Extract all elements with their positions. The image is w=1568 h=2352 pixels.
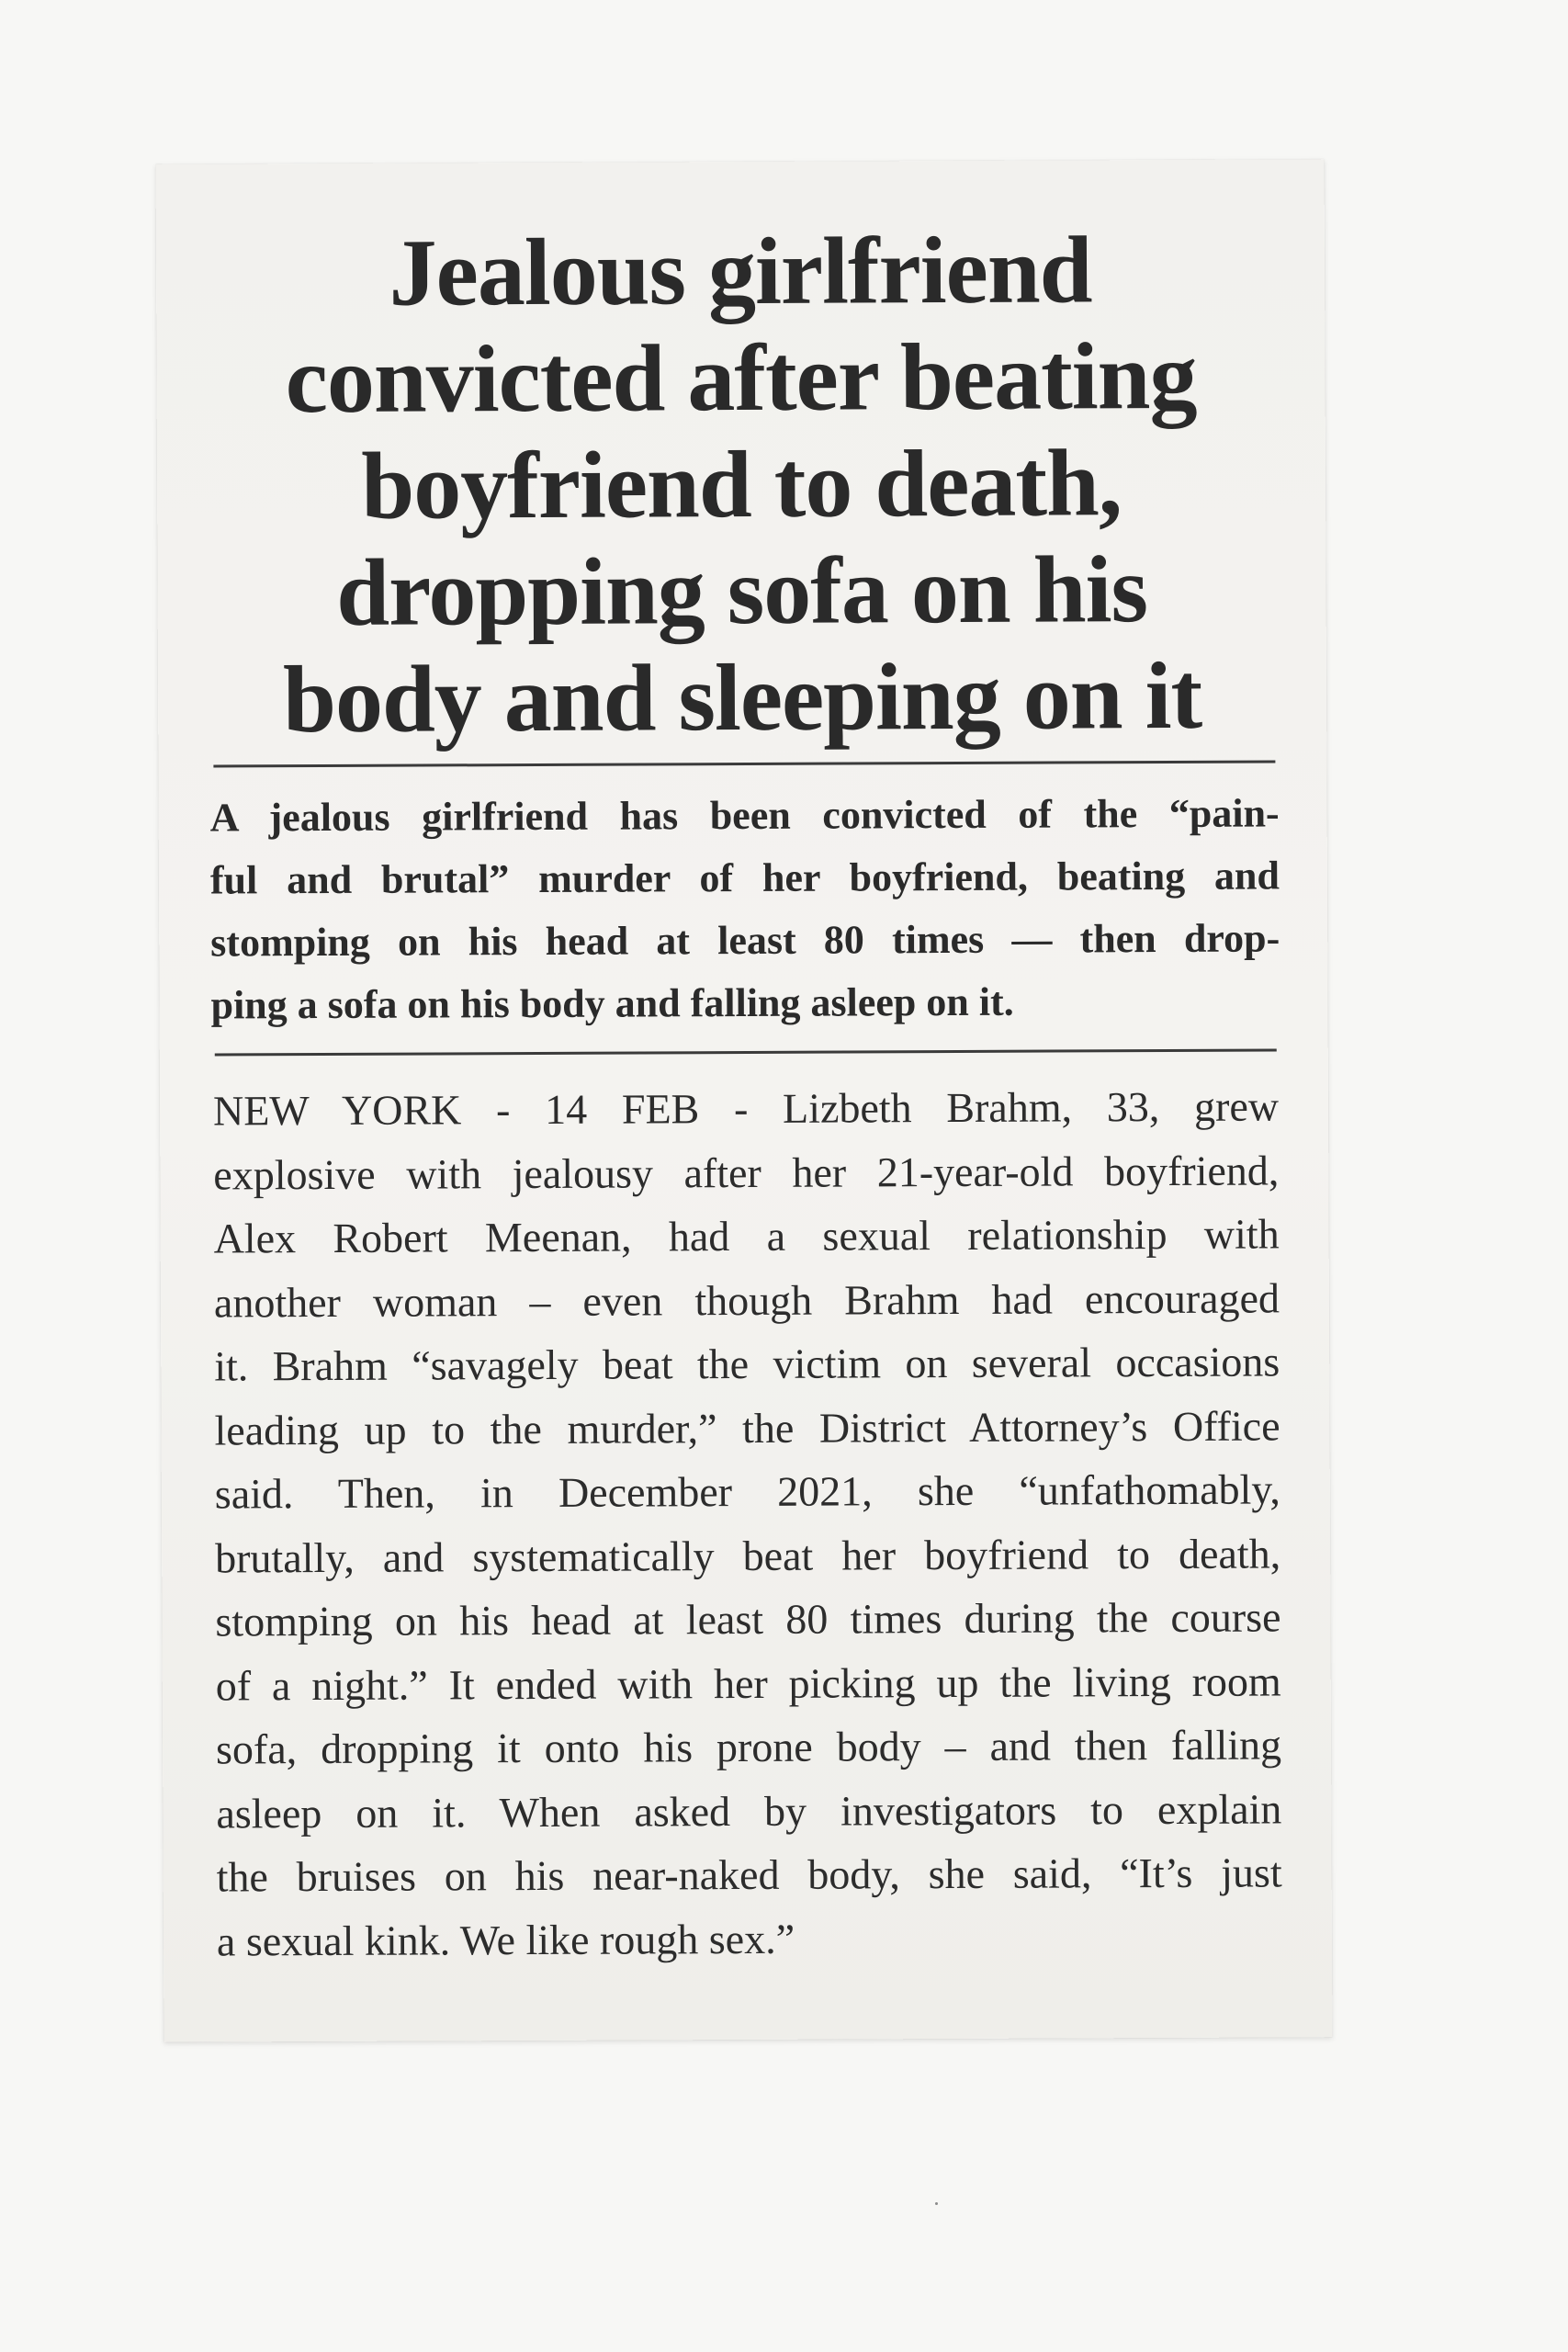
body-line: brutally, and systematically beat her boyfriend to death, xyxy=(215,1529,1281,1582)
body-line: leading up to the murder,” the District Attorney’s Office xyxy=(214,1401,1280,1454)
body-line: explosive with jealousy after her 21-year-old boyfriend, xyxy=(213,1146,1280,1199)
body-line: of a night.” It ended with her picking up the living room xyxy=(215,1657,1281,1710)
body-line: another woman – even though Brahm had encouraged xyxy=(213,1273,1280,1327)
newspaper-poster xyxy=(156,159,1333,2042)
body-line: sofa, dropping it onto his prone body – and then falling xyxy=(215,1721,1282,1773)
lede-line: ful and brutal” murder of her boyfriend, beating and xyxy=(209,853,1280,903)
headline-line: boyfriend to death, xyxy=(361,430,1122,539)
article-body xyxy=(213,1074,1282,1973)
lede-paragraph xyxy=(210,782,1280,1036)
divider-rule xyxy=(213,760,1275,767)
headline xyxy=(208,216,1276,753)
body-line: a sexual kink. We like rough sex.” xyxy=(216,1915,795,1965)
headline-line: dropping sofa on his xyxy=(335,537,1148,646)
body-line: Alex Robert Meenan, had a sexual relationship with xyxy=(213,1210,1280,1262)
lede-line: stomping on his head at least 80 times — then drop- xyxy=(210,915,1280,966)
headline-line: body and sleeping on it xyxy=(282,642,1202,753)
divider-rule xyxy=(215,1048,1277,1056)
wall-speck xyxy=(935,2202,938,2205)
body-line: asleep on it. When asked by investigators to explain xyxy=(216,1784,1282,1838)
lede-line: ping a sofa on his body and falling asleep on it. xyxy=(210,978,1014,1028)
body-line: the bruises on his near-naked body, she said, “It’s just xyxy=(216,1849,1282,1901)
headline-line: convicted after beating xyxy=(285,322,1197,434)
body-line: it. Brahm “savagely beat the victim on several occasions xyxy=(214,1338,1280,1390)
lede-line: A jealous girlfriend has been convicted of the “pain- xyxy=(209,790,1280,841)
body-line: said. Then, in December 2021, she “unfathomably, xyxy=(214,1465,1280,1518)
headline-line: Jealous girlfriend xyxy=(389,217,1092,326)
body-line: NEW YORK - 14 FEB - Lizbeth Brahm, 33, grew xyxy=(212,1082,1280,1135)
body-line: stomping on his head at least 80 times during the course xyxy=(215,1593,1281,1645)
